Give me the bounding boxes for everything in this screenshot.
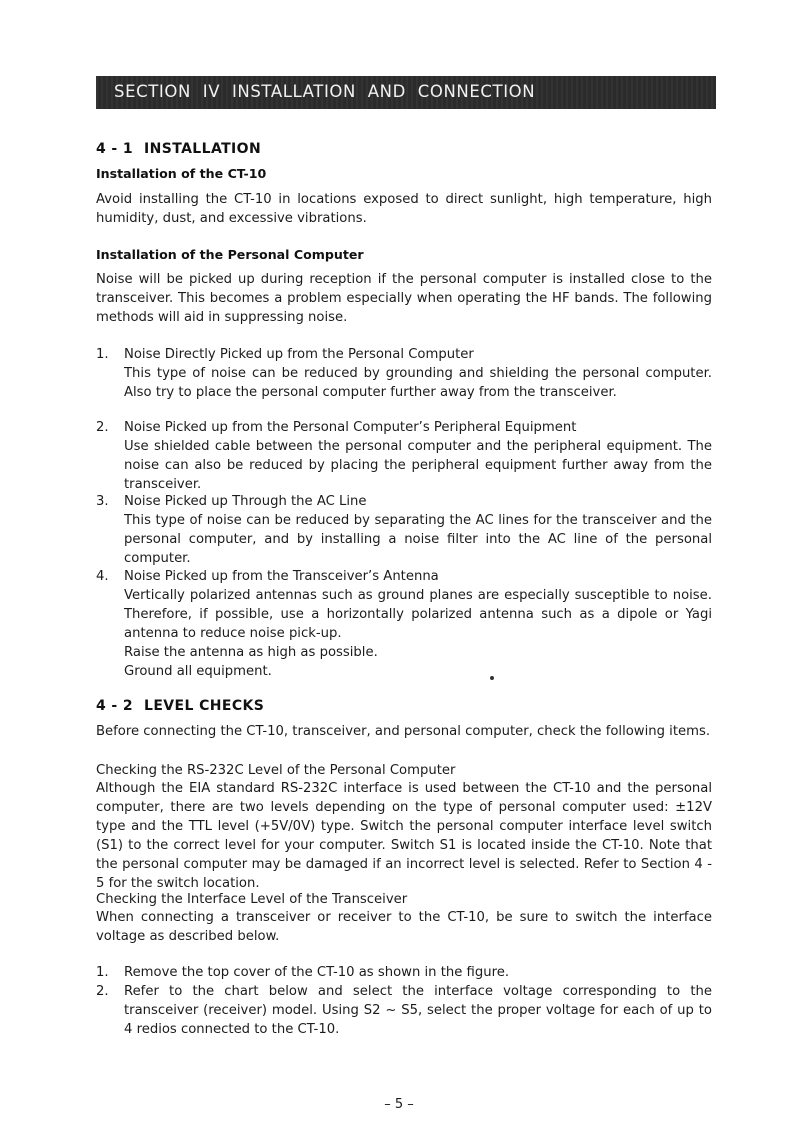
print-speck — [490, 676, 494, 680]
list-item-text: This type of noise can be reduced by grounding and shielding the personal computer. Also try to place the personal computer further away from the transceiver. — [124, 366, 712, 400]
pc-install-heading: Installation of the Personal Computer — [96, 247, 364, 262]
list-number: 3. — [96, 494, 109, 509]
section-4-1-heading — [96, 141, 261, 157]
step-number: 2. — [96, 984, 109, 999]
section-banner — [96, 76, 716, 109]
ct10-install-paragraph: Avoid installing the CT-10 in locations exposed to direct sunlight, high temperature, high humidity, dust, and excessive vibrations. — [96, 192, 712, 226]
ct10-install-heading: Installation of the CT-10 — [96, 166, 267, 181]
step-text: Remove the top cover of the CT-10 as shown in the figure. — [124, 965, 510, 980]
step-number: 1. — [96, 965, 109, 980]
list-number: 4. — [96, 569, 109, 584]
list-number: 2. — [96, 420, 109, 435]
pc-install-paragraph: Noise will be picked up during reception if the personal computer is installed close to the transceiver. This becomes a problem especially when operating the HF bands. The following methods will aid in suppressing noise. — [96, 272, 712, 325]
interface-level-heading: Checking the Interface Level of the Transceiver — [96, 892, 408, 907]
list-item-title: Noise Picked up Through the AC Line — [124, 494, 367, 509]
section-number: 4 - 2 — [96, 698, 134, 714]
section-number: 4 - 1 — [96, 141, 134, 157]
list-item-title: Noise Picked up from the Personal Computer’s Peripheral Equipment — [124, 420, 577, 435]
list-item-title: Noise Directly Picked up from the Personal Computer — [124, 347, 474, 362]
list-item-text: Vertically polarized antennas such as ground planes are especially susceptible to noise. Therefore, if possible, use a horizontally polarized antenna such as a dipole or Yagi antenna to reduce noise pick-up. — [124, 588, 712, 641]
list-number: 1. — [96, 347, 109, 362]
list-item-title: Noise Picked up from the Transceiver’s Antenna — [124, 569, 439, 584]
list-item-extra: Ground all equipment. — [124, 664, 272, 679]
interface-level-paragraph: When connecting a transceiver or receiver to the CT-10, be sure to switch the interface voltage as described below. — [96, 910, 712, 944]
rs232-paragraph: Although the EIA standard RS-232C interface is used between the CT-10 and the personal computer, there are two levels depending on the type of personal computer used: ±12V type and the TTL level (+5V/0V) type. Switch the personal computer interface level switch (S1) to the correct level for your computer. Switch S1 is located inside the CT-10. Note that the personal computer may be damaged if an incorrect level is selected. Refer to Section 4 - 5 for the switch location. — [96, 781, 712, 891]
list-item-extra: Raise the antenna as high as possible. — [124, 645, 378, 660]
page-number: – 5 – — [384, 1097, 414, 1112]
rs232-heading: Checking the RS-232C Level of the Personal Computer — [96, 763, 456, 778]
section-title-text: LEVEL CHECKS — [144, 698, 265, 714]
section-title: SECTION IV INSTALLATION AND CONNECTION — [114, 82, 536, 101]
list-item-text: Use shielded cable between the personal computer and the peripheral equipment. The noise can also be reduced by placing the peripheral equipment further away from the transceiver. — [124, 439, 712, 492]
section-title-text: INSTALLATION — [144, 141, 262, 157]
step-text: Refer to the chart below and select the interface voltage corresponding to the transceiver (receiver) model. Using S2 ~ S5, select the proper voltage for each of up to 4 redios connected to the CT-10. — [124, 984, 712, 1037]
section-4-2-heading — [96, 698, 264, 714]
level-checks-intro: Before connecting the CT-10, transceiver, and personal computer, check the following items. — [96, 724, 711, 739]
list-item-text: This type of noise can be reduced by separating the AC lines for the transceiver and the personal computer, and by installing a noise filter into the AC line of the personal computer. — [124, 513, 712, 566]
